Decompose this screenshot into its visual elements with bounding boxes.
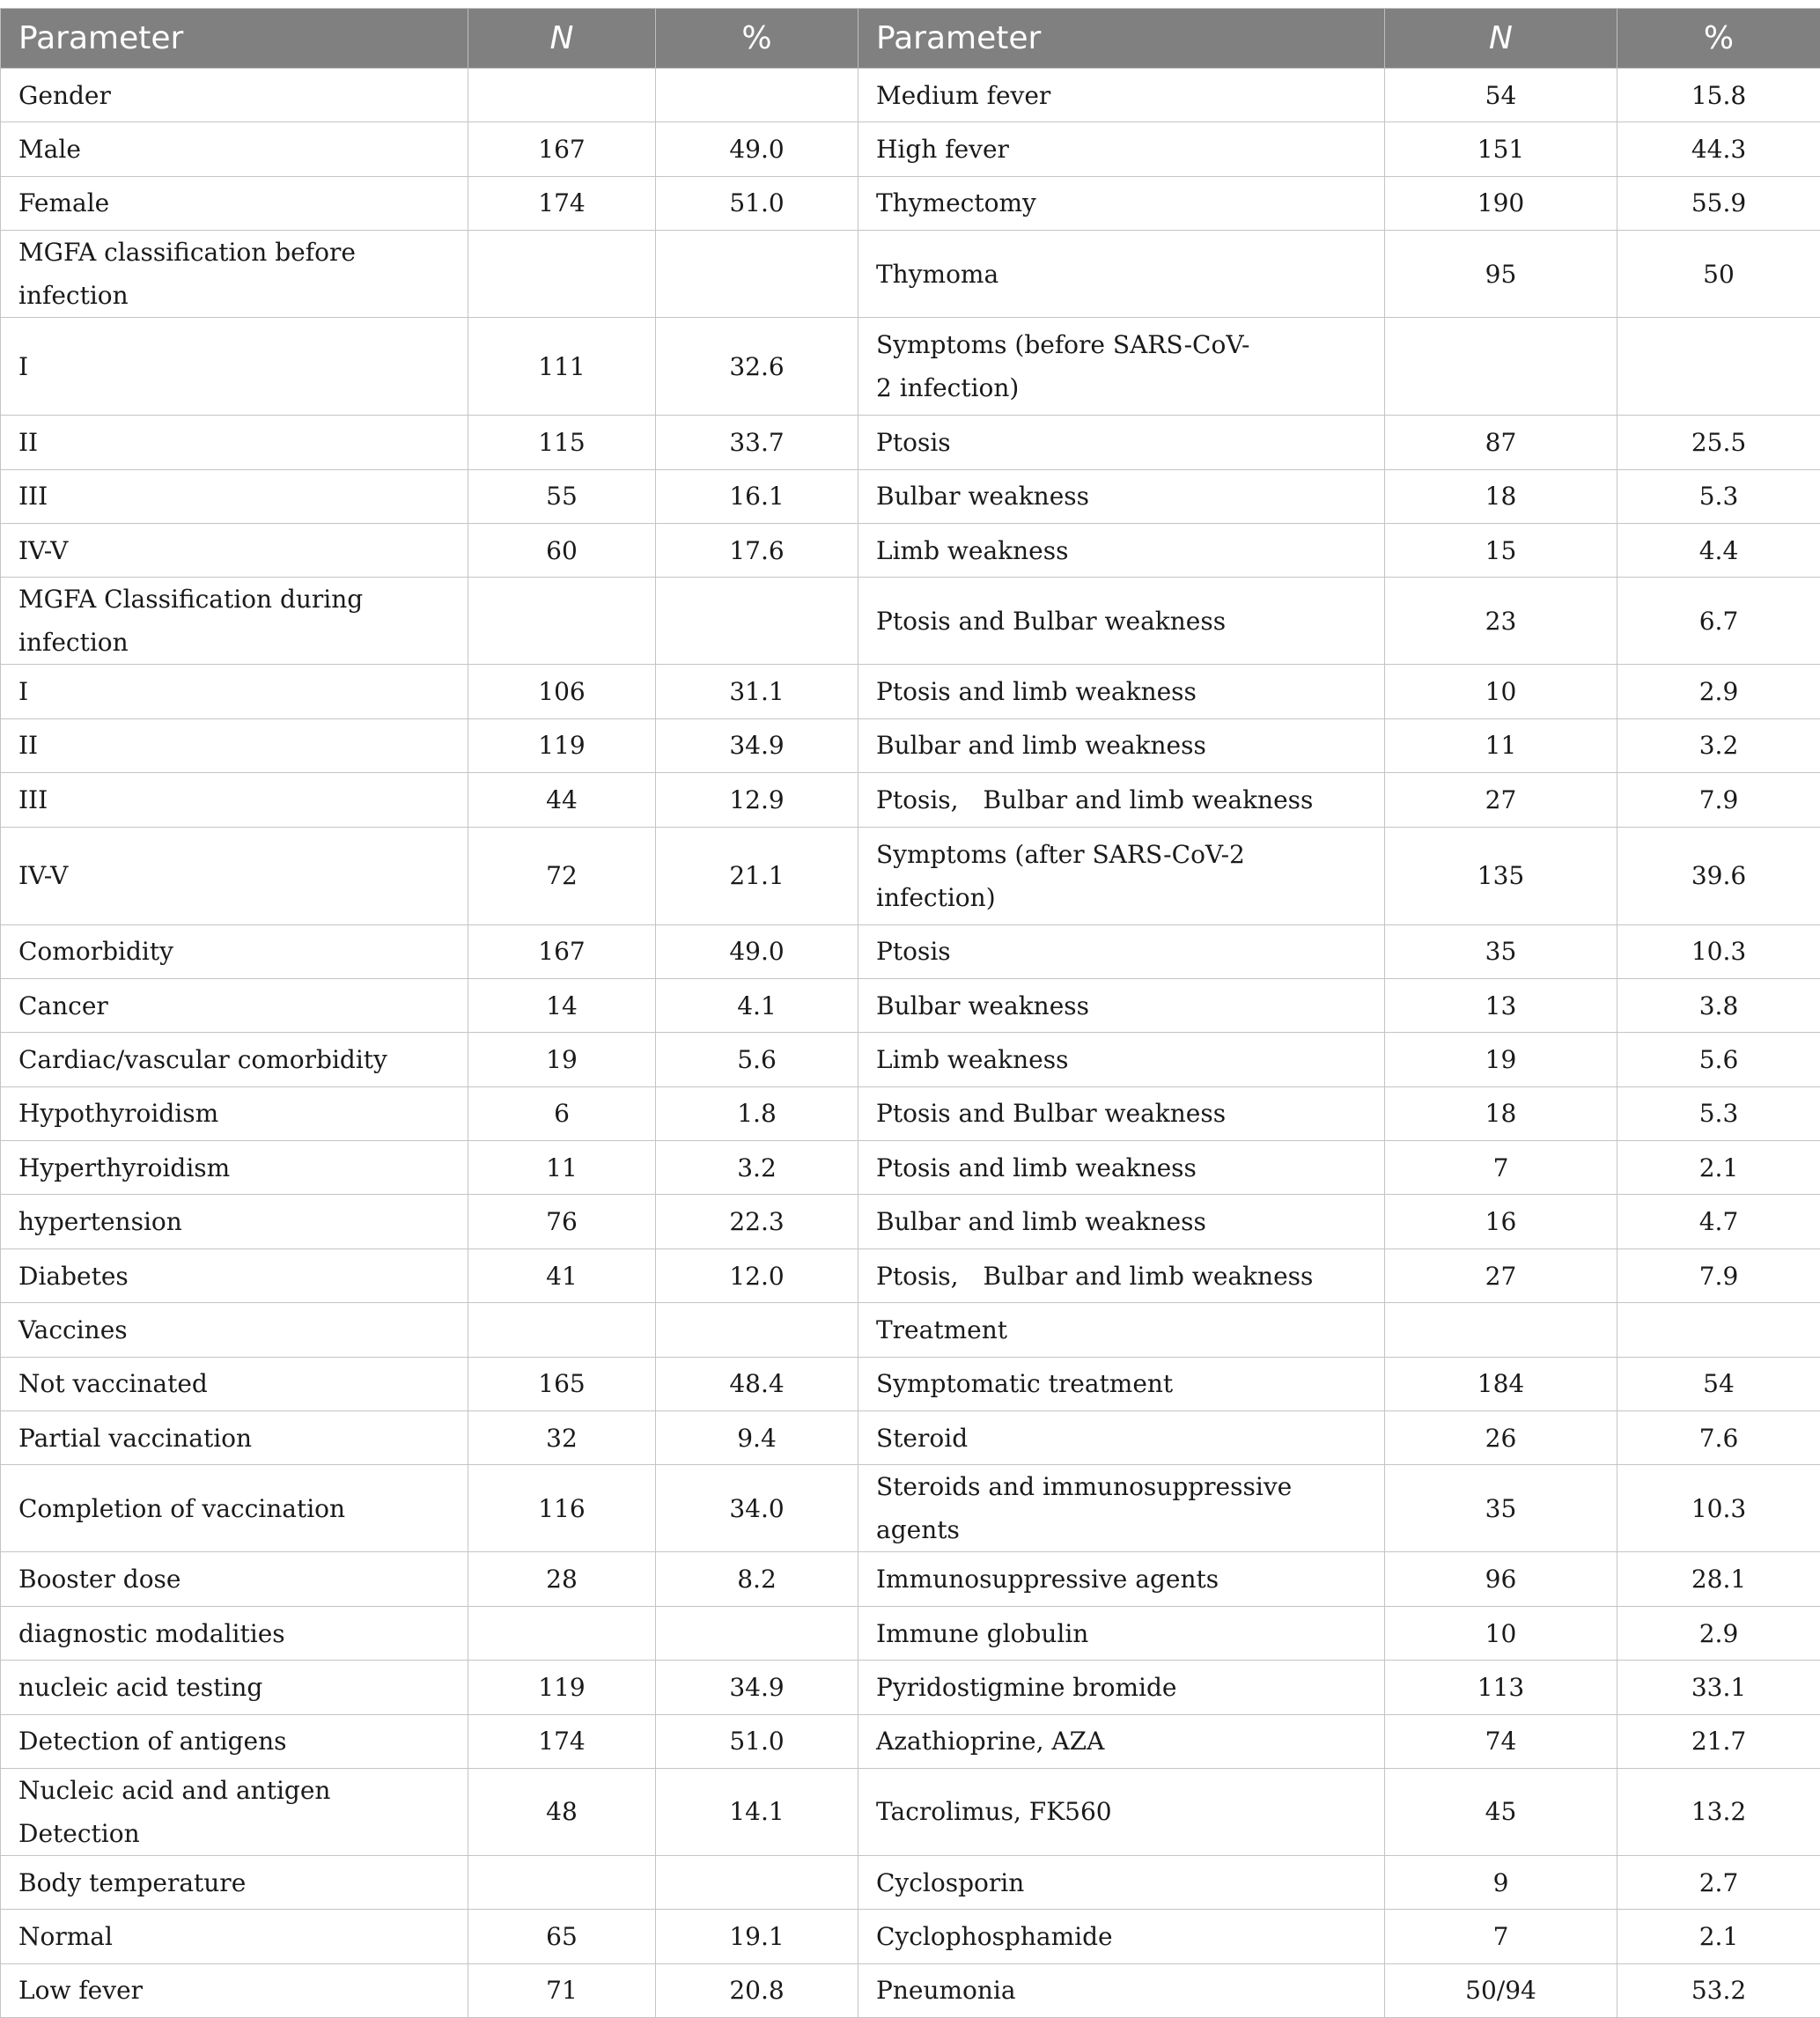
cell-percent-left: 49.0 bbox=[656, 924, 858, 978]
cell-percent-right: 4.4 bbox=[1617, 523, 1820, 577]
cell-n-right: 11 bbox=[1385, 718, 1617, 772]
cell-n-right bbox=[1385, 318, 1617, 416]
cell-percent-left: 51.0 bbox=[656, 176, 858, 230]
cell-n-left: 115 bbox=[468, 416, 656, 469]
table-row bbox=[1, 1768, 1820, 1855]
table-row bbox=[1, 523, 1820, 577]
cell-parameter-right: Medium fever bbox=[858, 69, 1385, 122]
cell-percent-right: 6.7 bbox=[1617, 578, 1820, 665]
cell-parameter-right: Bulbar and limb weakness bbox=[858, 718, 1385, 772]
table-row bbox=[1, 1714, 1820, 1768]
cell-n-left: 119 bbox=[468, 1661, 656, 1714]
cell-n-right: 135 bbox=[1385, 827, 1617, 924]
cell-percent-left: 9.4 bbox=[656, 1411, 858, 1465]
cell-n-left: 6 bbox=[468, 1086, 656, 1140]
cell-percent-right: 53.2 bbox=[1617, 1963, 1820, 2017]
cell-n-left: 14 bbox=[468, 978, 656, 1032]
cell-percent-right bbox=[1617, 318, 1820, 416]
cell-n-right: 16 bbox=[1385, 1195, 1617, 1248]
cell-parameter-left: III bbox=[1, 773, 468, 827]
cell-percent-right: 7.9 bbox=[1617, 1248, 1820, 1302]
cell-n-left: 111 bbox=[468, 318, 656, 416]
table-row bbox=[1, 1465, 1820, 1552]
cell-parameter-left: Hypothyroidism bbox=[1, 1086, 468, 1140]
cell-parameter-right: Steroids and immunosuppressive agents bbox=[858, 1465, 1385, 1552]
cell-percent-right: 5.3 bbox=[1617, 469, 1820, 523]
cell-percent-right: 50 bbox=[1617, 231, 1820, 318]
cell-n-right: 23 bbox=[1385, 578, 1617, 665]
cell-percent-left: 19.1 bbox=[656, 1910, 858, 1963]
cell-percent-right: 3.2 bbox=[1617, 718, 1820, 772]
cell-n-right: 27 bbox=[1385, 773, 1617, 827]
patient-characteristics-table bbox=[0, 8, 1820, 2018]
cell-percent-right: 2.9 bbox=[1617, 665, 1820, 718]
cell-percent-left: 12.0 bbox=[656, 1248, 858, 1302]
cell-n-left: 106 bbox=[468, 665, 656, 718]
cell-percent-left bbox=[656, 231, 858, 318]
cell-n-left: 41 bbox=[468, 1248, 656, 1302]
cell-n-left bbox=[468, 578, 656, 665]
cell-percent-left: 1.8 bbox=[656, 1086, 858, 1140]
cell-n-left: 48 bbox=[468, 1768, 656, 1855]
cell-parameter-left: MGFA Classification during infection bbox=[1, 578, 468, 665]
cell-n-left: 60 bbox=[468, 523, 656, 577]
cell-n-right: 15 bbox=[1385, 523, 1617, 577]
cell-n-right: 10 bbox=[1385, 665, 1617, 718]
cell-percent-right: 15.8 bbox=[1617, 69, 1820, 122]
cell-n-right: 54 bbox=[1385, 69, 1617, 122]
cell-n-right: 35 bbox=[1385, 1465, 1617, 1552]
table-row bbox=[1, 176, 1820, 230]
cell-percent-right: 5.6 bbox=[1617, 1033, 1820, 1086]
cell-parameter-left: MGFA classification before infection bbox=[1, 231, 468, 318]
cell-n-right: 95 bbox=[1385, 231, 1617, 318]
cell-parameter-right: Cyclosporin bbox=[858, 1855, 1385, 1909]
cell-parameter-right: Ptosis, Bulbar and limb weakness bbox=[858, 773, 1385, 827]
cell-text: Symptoms (after SARS-CoV-2 infection) bbox=[876, 833, 1255, 919]
cell-parameter-left: Gender bbox=[1, 69, 468, 122]
cell-parameter-right: Ptosis bbox=[858, 416, 1385, 469]
cell-percent-left: 21.1 bbox=[656, 827, 858, 924]
cell-parameter-left: Normal bbox=[1, 1910, 468, 1963]
cell-parameter-left: hypertension bbox=[1, 1195, 468, 1248]
cell-percent-left bbox=[656, 1606, 858, 1660]
table-row bbox=[1, 665, 1820, 718]
cell-parameter-left: Body temperature bbox=[1, 1855, 468, 1909]
cell-n-right: 18 bbox=[1385, 1086, 1617, 1140]
cell-parameter-left: Hyperthyroidism bbox=[1, 1141, 468, 1195]
cell-percent-left: 49.0 bbox=[656, 122, 858, 176]
cell-parameter-left: Detection of antigens bbox=[1, 1714, 468, 1768]
cell-parameter-left: IV-V bbox=[1, 523, 468, 577]
table-row bbox=[1, 318, 1820, 416]
cell-parameter-left: Low fever bbox=[1, 1963, 468, 2017]
header-n-right: N bbox=[1385, 9, 1617, 69]
cell-parameter-left: Completion of vaccination bbox=[1, 1465, 468, 1552]
cell-parameter-left: Diabetes bbox=[1, 1248, 468, 1302]
cell-parameter-right: High fever bbox=[858, 122, 1385, 176]
cell-percent-right: 7.9 bbox=[1617, 773, 1820, 827]
cell-percent-right: 10.3 bbox=[1617, 924, 1820, 978]
cell-parameter-right: Ptosis bbox=[858, 924, 1385, 978]
cell-parameter-left: IV-V bbox=[1, 827, 468, 924]
cell-n-left: 76 bbox=[468, 1195, 656, 1248]
cell-n-left: 174 bbox=[468, 1714, 656, 1768]
header-n-left: N bbox=[468, 9, 656, 69]
table-row bbox=[1, 1303, 1820, 1357]
table-row bbox=[1, 231, 1820, 318]
cell-parameter-right: Limb weakness bbox=[858, 1033, 1385, 1086]
cell-percent-right: 2.1 bbox=[1617, 1141, 1820, 1195]
cell-n-right: 184 bbox=[1385, 1357, 1617, 1410]
cell-n-right: 190 bbox=[1385, 176, 1617, 230]
cell-percent-right: 3.8 bbox=[1617, 978, 1820, 1032]
cell-percent-right: 25.5 bbox=[1617, 416, 1820, 469]
cell-percent-left bbox=[656, 69, 858, 122]
cell-parameter-right: Treatment bbox=[858, 1303, 1385, 1357]
table-row bbox=[1, 1033, 1820, 1086]
cell-parameter-left: Male bbox=[1, 122, 468, 176]
table-row bbox=[1, 469, 1820, 523]
cell-n-right: 7 bbox=[1385, 1141, 1617, 1195]
cell-n-right: 96 bbox=[1385, 1552, 1617, 1606]
cell-parameter-right: Steroid bbox=[858, 1411, 1385, 1465]
cell-percent-left: 20.8 bbox=[656, 1963, 858, 2017]
table-row bbox=[1, 1195, 1820, 1248]
table-row bbox=[1, 978, 1820, 1032]
cell-parameter-right: Pneumonia bbox=[858, 1963, 1385, 2017]
cell-text: Symptoms (before SARS-CoV-2 infection) bbox=[876, 323, 1255, 409]
cell-parameter-right: Bulbar weakness bbox=[858, 469, 1385, 523]
cell-parameter-left: diagnostic modalities bbox=[1, 1606, 468, 1660]
cell-n-left: 72 bbox=[468, 827, 656, 924]
cell-parameter-right: Limb weakness bbox=[858, 523, 1385, 577]
cell-percent-right: 2.9 bbox=[1617, 1606, 1820, 1660]
table-row bbox=[1, 773, 1820, 827]
cell-percent-right: 13.2 bbox=[1617, 1768, 1820, 1855]
table-row bbox=[1, 718, 1820, 772]
cell-parameter-left: Cardiac/vascular comorbidity bbox=[1, 1033, 468, 1086]
cell-n-left: 55 bbox=[468, 469, 656, 523]
table-row bbox=[1, 1411, 1820, 1465]
cell-percent-left: 8.2 bbox=[656, 1552, 858, 1606]
cell-n-right: 74 bbox=[1385, 1714, 1617, 1768]
cell-n-right: 35 bbox=[1385, 924, 1617, 978]
cell-parameter-left: I bbox=[1, 665, 468, 718]
cell-parameter-left: Not vaccinated bbox=[1, 1357, 468, 1410]
cell-percent-left bbox=[656, 1855, 858, 1909]
cell-n-right: 26 bbox=[1385, 1411, 1617, 1465]
cell-percent-left bbox=[656, 1303, 858, 1357]
cell-parameter-right: Symptomatic treatment bbox=[858, 1357, 1385, 1410]
cell-n-left: 28 bbox=[468, 1552, 656, 1606]
cell-n-left: 19 bbox=[468, 1033, 656, 1086]
cell-n-left bbox=[468, 1303, 656, 1357]
cell-n-left bbox=[468, 1855, 656, 1909]
cell-n-right: 18 bbox=[1385, 469, 1617, 523]
header-row bbox=[1, 9, 1820, 69]
cell-parameter-left: Partial vaccination bbox=[1, 1411, 468, 1465]
cell-parameter-right: Azathioprine, AZA bbox=[858, 1714, 1385, 1768]
cell-n-left: 44 bbox=[468, 773, 656, 827]
header-parameter-left: Parameter bbox=[1, 9, 468, 69]
cell-parameter-left: Booster dose bbox=[1, 1552, 468, 1606]
cell-n-right: 13 bbox=[1385, 978, 1617, 1032]
table-row bbox=[1, 1910, 1820, 1963]
cell-n-left: 32 bbox=[468, 1411, 656, 1465]
cell-n-left: 167 bbox=[468, 122, 656, 176]
cell-parameter-right: Ptosis and limb weakness bbox=[858, 1141, 1385, 1195]
cell-percent-left: 51.0 bbox=[656, 1714, 858, 1768]
table-row bbox=[1, 69, 1820, 122]
cell-percent-left: 5.6 bbox=[656, 1033, 858, 1086]
cell-percent-left: 33.7 bbox=[656, 416, 858, 469]
cell-parameter-left: I bbox=[1, 318, 468, 416]
cell-parameter-right: Immune globulin bbox=[858, 1606, 1385, 1660]
cell-parameter-right: Ptosis, Bulbar and limb weakness bbox=[858, 1248, 1385, 1302]
cell-parameter-right: Pyridostigmine bromide bbox=[858, 1661, 1385, 1714]
cell-percent-right: 21.7 bbox=[1617, 1714, 1820, 1768]
cell-percent-right: 54 bbox=[1617, 1357, 1820, 1410]
cell-parameter-right: Ptosis and Bulbar weakness bbox=[858, 1086, 1385, 1140]
cell-n-right bbox=[1385, 1303, 1617, 1357]
cell-parameter-left: Comorbidity bbox=[1, 924, 468, 978]
table-row bbox=[1, 1606, 1820, 1660]
cell-parameter-right: Immunosuppressive agents bbox=[858, 1552, 1385, 1606]
cell-percent-left: 32.6 bbox=[656, 318, 858, 416]
cell-percent-left: 16.1 bbox=[656, 469, 858, 523]
cell-parameter-right: Cyclophosphamide bbox=[858, 1910, 1385, 1963]
cell-percent-left: 14.1 bbox=[656, 1768, 858, 1855]
cell-parameter-right: Ptosis and limb weakness bbox=[858, 665, 1385, 718]
cell-parameter-left: Nucleic acid and antigen Detection bbox=[1, 1768, 468, 1855]
table-header bbox=[1, 9, 1820, 69]
cell-percent-right: 2.1 bbox=[1617, 1910, 1820, 1963]
cell-percent-right: 28.1 bbox=[1617, 1552, 1820, 1606]
cell-percent-right bbox=[1617, 1303, 1820, 1357]
cell-percent-left: 17.6 bbox=[656, 523, 858, 577]
cell-n-left: 116 bbox=[468, 1465, 656, 1552]
table-row bbox=[1, 1248, 1820, 1302]
table-row bbox=[1, 924, 1820, 978]
cell-n-right: 113 bbox=[1385, 1661, 1617, 1714]
cell-percent-left: 12.9 bbox=[656, 773, 858, 827]
table-row bbox=[1, 416, 1820, 469]
table-row bbox=[1, 1963, 1820, 2017]
cell-n-right: 50/94 bbox=[1385, 1963, 1617, 2017]
cell-percent-right: 10.3 bbox=[1617, 1465, 1820, 1552]
cell-n-right: 9 bbox=[1385, 1855, 1617, 1909]
cell-n-left: 174 bbox=[468, 176, 656, 230]
cell-percent-right: 5.3 bbox=[1617, 1086, 1820, 1140]
cell-n-left: 71 bbox=[468, 1963, 656, 2017]
table-row bbox=[1, 1855, 1820, 1909]
cell-n-left: 167 bbox=[468, 924, 656, 978]
cell-parameter-right: Thymoma bbox=[858, 231, 1385, 318]
table-row bbox=[1, 122, 1820, 176]
header-percent-left: % bbox=[656, 9, 858, 69]
cell-percent-left: 4.1 bbox=[656, 978, 858, 1032]
cell-n-left: 11 bbox=[468, 1141, 656, 1195]
cell-percent-left: 34.9 bbox=[656, 1661, 858, 1714]
cell-parameter-right: Ptosis and Bulbar weakness bbox=[858, 578, 1385, 665]
cell-parameter-right: Tacrolimus, FK560 bbox=[858, 1768, 1385, 1855]
cell-percent-right: 44.3 bbox=[1617, 122, 1820, 176]
table-row bbox=[1, 578, 1820, 665]
cell-percent-right: 39.6 bbox=[1617, 827, 1820, 924]
cell-parameter-right bbox=[858, 827, 1385, 924]
cell-n-left bbox=[468, 231, 656, 318]
cell-parameter-left: Cancer bbox=[1, 978, 468, 1032]
cell-parameter-left: II bbox=[1, 718, 468, 772]
cell-percent-left: 3.2 bbox=[656, 1141, 858, 1195]
header-parameter-right: Parameter bbox=[858, 9, 1385, 69]
cell-n-left: 165 bbox=[468, 1357, 656, 1410]
cell-n-left bbox=[468, 69, 656, 122]
cell-parameter-left: III bbox=[1, 469, 468, 523]
cell-parameter-right: Bulbar and limb weakness bbox=[858, 1195, 1385, 1248]
cell-parameter-right: Thymectomy bbox=[858, 176, 1385, 230]
cell-percent-right: 4.7 bbox=[1617, 1195, 1820, 1248]
table-row bbox=[1, 1552, 1820, 1606]
cell-percent-left: 34.9 bbox=[656, 718, 858, 772]
cell-n-right: 45 bbox=[1385, 1768, 1617, 1855]
header-percent-right: % bbox=[1617, 9, 1820, 69]
cell-percent-left: 48.4 bbox=[656, 1357, 858, 1410]
cell-n-left bbox=[468, 1606, 656, 1660]
cell-percent-left bbox=[656, 578, 858, 665]
cell-n-right: 27 bbox=[1385, 1248, 1617, 1302]
cell-n-right: 87 bbox=[1385, 416, 1617, 469]
cell-n-right: 151 bbox=[1385, 122, 1617, 176]
cell-percent-right: 33.1 bbox=[1617, 1661, 1820, 1714]
table-row bbox=[1, 827, 1820, 924]
cell-parameter-right bbox=[858, 318, 1385, 416]
table-row bbox=[1, 1357, 1820, 1410]
table-row bbox=[1, 1141, 1820, 1195]
cell-n-right: 10 bbox=[1385, 1606, 1617, 1660]
cell-percent-left: 34.0 bbox=[656, 1465, 858, 1552]
cell-parameter-left: II bbox=[1, 416, 468, 469]
cell-percent-right: 7.6 bbox=[1617, 1411, 1820, 1465]
cell-n-left: 65 bbox=[468, 1910, 656, 1963]
table-row bbox=[1, 1086, 1820, 1140]
cell-percent-left: 22.3 bbox=[656, 1195, 858, 1248]
cell-n-right: 19 bbox=[1385, 1033, 1617, 1086]
cell-parameter-left: nucleic acid testing bbox=[1, 1661, 468, 1714]
cell-percent-left: 31.1 bbox=[656, 665, 858, 718]
cell-percent-right: 2.7 bbox=[1617, 1855, 1820, 1909]
cell-parameter-right: Bulbar weakness bbox=[858, 978, 1385, 1032]
cell-percent-right: 55.9 bbox=[1617, 176, 1820, 230]
cell-n-right: 7 bbox=[1385, 1910, 1617, 1963]
table-row bbox=[1, 1661, 1820, 1714]
cell-parameter-left: Vaccines bbox=[1, 1303, 468, 1357]
table-body bbox=[1, 69, 1820, 2018]
cell-n-left: 119 bbox=[468, 718, 656, 772]
cell-parameter-left: Female bbox=[1, 176, 468, 230]
